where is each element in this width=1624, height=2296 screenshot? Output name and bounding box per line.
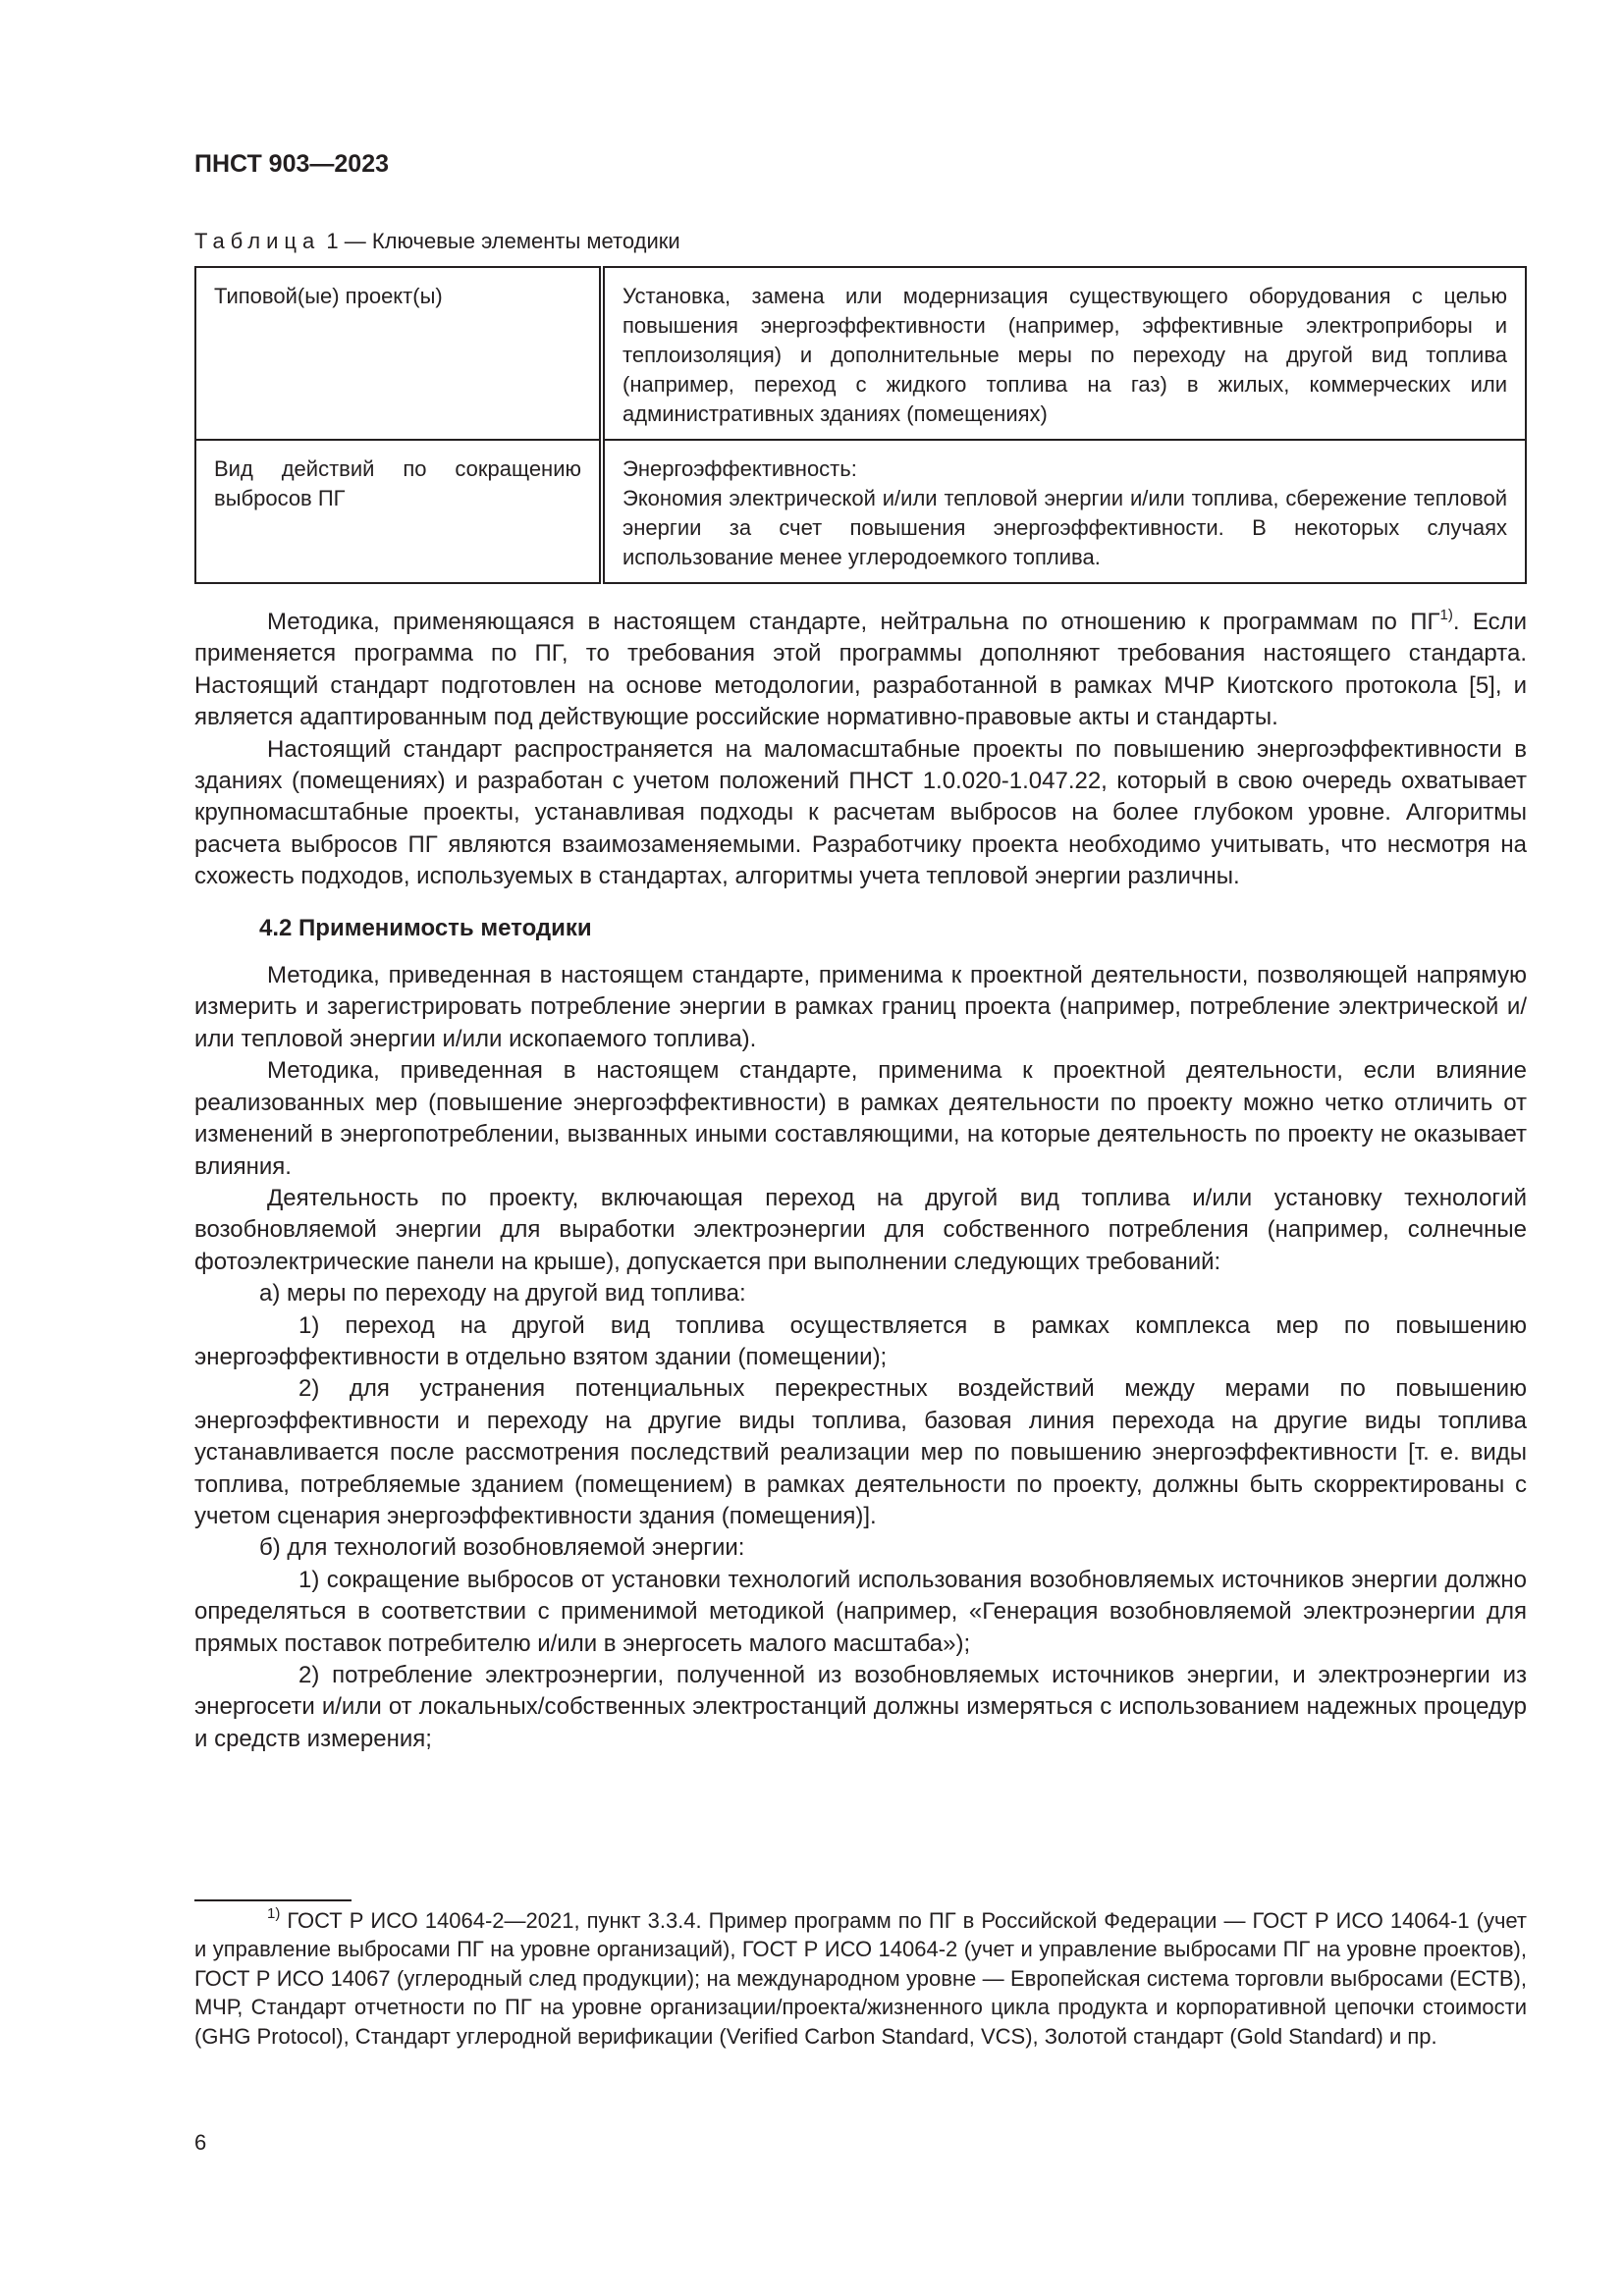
table-cell-value: Установка, замена или модернизация существующего оборудования с целью повышения энергоэффективности (например, эффективные электроприборы и теплоизоляция) и дополнительные меры по переходу на другой вид топлива (например, переход с жидкого топлива на газ) в жилых, коммерческих или административных зданиях (помещениях)	[602, 267, 1526, 440]
paragraph: Методика, приведенная в настоящем стандарте, применима к проектной деятельности, позволяющей напрямую измерить и зарегистрировать потребление энергии в рамках границ проекта (например, потребление электрической и/или тепловой энергии и/или ископаемого топлива).	[194, 962, 1527, 1052]
table-row	[195, 440, 1526, 583]
footnote-paragraph	[194, 1906, 1527, 2051]
paragraph: Методика, приведенная в настоящем стандарте, применима к проектной деятельности, если влияние реализованных мер (повышение энергоэффективности) в рамках деятельности по проекту можно четко отличить от изменений в энергопотреблении, вызванных иными составляющими, на которые деятельность по проекту не оказывает влияния.	[194, 1057, 1527, 1180]
table-caption-text: 1 — Ключевые элементы методики	[326, 229, 680, 253]
list-item: 2) для устранения потенциальных перекрестных воздействий между мерами по повышению энергоэффективности и переходу на другие виды топлива, базовая линия перехода на другие виды топлива устанавливается после рассмотрения последствий реализации мер по повышению энергоэффективности [т. е. виды топлива, потребляемые зданием (помещением) в рамках деятельности по проекту, должны быть скорректированы с учетом сценария энергоэффективности здания (помещения)].	[194, 1375, 1527, 1529]
document-header: ПНСТ 903—2023	[194, 150, 389, 178]
key-elements-table	[194, 266, 1527, 584]
footnote-divider	[194, 1899, 352, 1901]
paragraph: Настоящий стандарт распространяется на маломасштабные проекты по повышению энергоэффективности в зданиях (помещениях) и разработан с учетом положений ПНСТ 1.0.020-1.047.22, который в свою очередь охватывает крупномасштабные проекты, устанавливая подходы к расчетам выбросов на более глубоком уровне. Алгоритмы расчета выбросов ПГ являются взаимозаменяемыми. Разработчику проекта необходимо учитывать, что несмотря на схожесть подходов, используемых в стандартах, алгоритмы учета тепловой энергии различны.	[194, 735, 1527, 890]
table-cell-value	[602, 440, 1526, 583]
footnote-marker: 1)	[267, 1905, 281, 1922]
footnote	[194, 1906, 1527, 2051]
footnote-text: ГОСТ Р ИСО 14064-2—2021, пункт 3.3.4. Пример программ по ПГ в Российской Федерации — ГОСТ Р ИСО 14064-1 (учет и управление выбросами ПГ на уровне организаций), ГОСТ Р ИСО 14064-2 (учет и управление выбросами ПГ на уровне проектов), ГОСТ Р ИСО 14067 (углеродный след продукции); на международном уровне — Европейская система торговли выбросами (ЕСТВ), МЧР, Стандарт отчетности по ПГ на уровне организации/проекта/жизненного цикла продукта и корпоративной цепочки стоимости (GHG Protocol), Стандарт углеродной верификации (Verified Carbon Standard, VCS), Золотой стандарт (Gold Standard) и пр.	[194, 1908, 1527, 2049]
table-cell-label: Вид действий по сокращению выбросов ПГ	[195, 440, 602, 583]
footnote-ref: 1)	[1439, 607, 1453, 623]
list-item: 2) потребление электроэнергии, полученной из возобновляемых источников энергии, и электроэнергии из энергосети и/или от локальных/собственных электростанций должны измеряться с использованием надежных процедур и средств измерения;	[194, 1662, 1527, 1752]
table-cell-value-title: Энергоэффективность:	[623, 456, 857, 481]
table-cell-label: Типовой(ые) проект(ы)	[195, 267, 602, 440]
paragraph	[194, 607, 1527, 734]
section-heading: 4.2 Применимость методики	[259, 914, 592, 941]
paragraph: Деятельность по проекту, включающая переход на другой вид топлива и/или установку технологий возобновляемой энергии для выработки электроэнергии для собственного потребления (например, солнечные фотоэлектрические панели на крыше), допускается при выполнении следующих требований:	[194, 1184, 1527, 1275]
table-cell-value-text: Экономия электрической и/или тепловой энергии и/или топлива, сбережение тепловой энергии за счет повышения энергоэффективности. В некоторых случаях использование менее углеродоемкого топлива.	[623, 486, 1507, 569]
list-item: 1) переход на другой вид топлива осуществляется в рамках комплекса мер по повышению энергоэффективности в отдельно взятом здании (помещении);	[194, 1311, 1527, 1370]
list-item: а) меры по переходу на другой вид топлива:	[259, 1280, 746, 1308]
body-text	[194, 607, 1527, 1755]
list-item: б) для технологий возобновляемой энергии:	[259, 1534, 745, 1562]
page-number: 6	[194, 2130, 207, 2155]
table-row	[195, 267, 1526, 440]
list-item: 1) сокращение выбросов от установки технологий использования возобновляемых источников энергии должно определяться в соответствии с применимой методикой (например, «Генерация возобновляемой электроэнергии для прямых поставок потребителю и/или в энергосеть малого масштаба»);	[194, 1566, 1527, 1657]
table-caption-label: Таблица	[194, 229, 321, 253]
paragraph-text: Методика, применяющаяся в настоящем стандарте, нейтральна по отношению к программам по ПГ	[267, 609, 1440, 635]
paragraph-text: . Если применяется программа по ПГ, то требования этой программы дополняют требования настоящего стандарта. Настоящий стандарт подготовлен на основе методологии, разработанной в рамках МЧР Киотского протокола [5], и является адаптированным под действующие российские нормативно-правовые акты и стандарты.	[194, 609, 1528, 731]
table-caption	[194, 229, 680, 254]
